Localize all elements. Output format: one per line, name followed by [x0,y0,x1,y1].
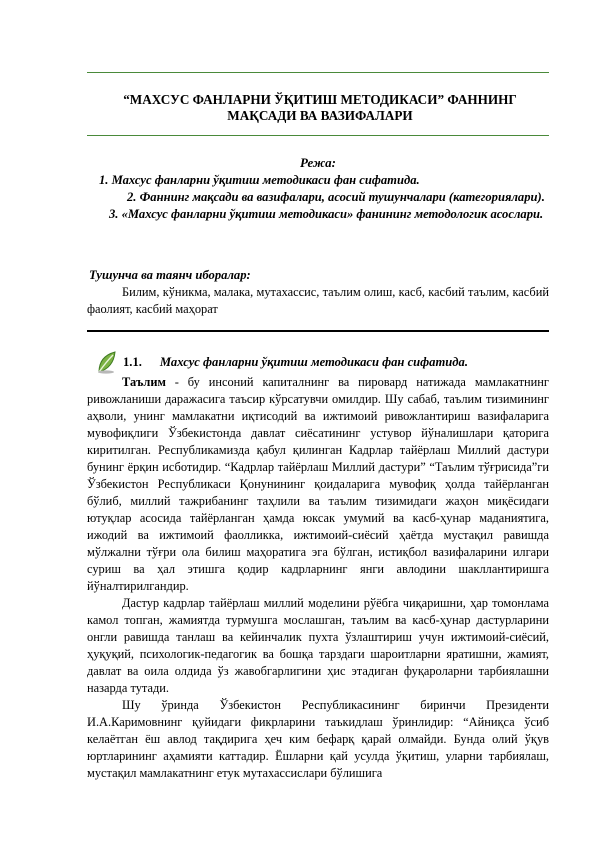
paragraph: Шу ўринда Ўзбекистон Республикасининг биринчи Президенти И.А.Каримовнинг қуйидаги фикрларини таъкидлаш ўринлидир: “Айниқса ўсиб келаётган ёш авлод тақдирига ҳеч ким бефарқ қарай олмайди. Бунда олий ўқув юртларининг аҳамияти каттадир. Ёшларни қай усулда ўқитиш, уларни тарбиялаш, мустақил мамлакатнинг етук мутахассислари бўлишига [87,698,549,780]
section-heading [95,350,468,374]
paragraph-text: - бу инсоний капиталнинг ва пировард натижада мамлакатнинг ривожланиши даражасига таъсир кўрсатувчи омилдир. Шу сабаб, таълим тизимининг аҳволи, унинг мамлакатни иқтисодий ва ижтимоий ривожлантириш вазифаларига мувофиқлиги Ўзбекистонда давлат сиёсатининг устувор йўналишлари қаторига киритилган. Республикамизда қабул қилинган Кадрлар тайёрлаш Миллий дастури бунинг ёрқин исботидир. “Кадрлар тайёрлаш Миллий дастури” “Таълим тўғрисида”ги Ўзбекистон Республикаси Қонунининг қоидаларига мувофиқ ҳолда тайёрланган бўлиб, миллий тажрибанинг таҳлили ва таълим тизимидаги жаҳон миқёсидаги ютуқлар асосида тайёрланган ҳамда юксак умумий ва касб-ҳунар маданиятига, ижодий ва ижтимоий фаолликка, ижтимоий-сиёсий ҳаётда мустақил равишда мўлжални тўғри ола билиш маҳоратига эга бўлган, истиқбол вазифаларини илгари суриш ва ҳал этишга қодир кадрларнинг янги авлодини шакллантиришга йўналтирилгандир. [87,375,549,593]
paragraph: Дастур кадрлар тайёрлаш миллий моделини рўёбга чиқаришни, ҳар томонлама камол топган, жамиятда турмушга мослашган, таълим ва касб-ҳунар дастурларини онгли равишда танлаш ва кейинчалик пухта ўзлаштириш учун ижтимоий-сиёсий, ҳуқуқий, психологик-педагогик ва бошқа тарздаги шароитларни яратишни, жамият, давлат ва оила олдида ўз жавобгарлигини ҳис этадиган фуқароларни тарбиялашни назарда тутади. [87,596,549,695]
term: Таълим [122,375,166,389]
page-title: “МАХСУС ФАНЛАРНИ ЎҚИТИШ МЕТОДИКАСИ” ФАННИНГ МАҚСАДИ ВА ВАЗИФАЛАРИ [123,92,517,123]
section-title: Махсус фанларни ўқитиш методикаси фан сифатида. [159,354,468,369]
plan-item: 3. «Махсус фанларни ўқитиш методикаси» фанининг методологик асослари. [109,206,544,221]
section-number: 1.1. [123,354,142,369]
title-divider [87,135,549,136]
plan-heading: Режа: [300,155,336,170]
body-text [87,374,549,782]
plan-item: 1. Махсус фанларни ўқитиш методикаси фан сифатида. [99,173,420,187]
plan-item: 2. Фаннинг мақсади ва вазифалари, асосий тушунчалари (категориялари). [127,189,545,204]
keywords-text: Билим, кўникма, малака, мутахассис, таълим олиш, касб, касбий таълим, касбий фаолият, касбий маҳорат [87,285,549,316]
keywords-divider [87,330,549,332]
plan-list [87,172,549,222]
leaf-icon [95,350,117,374]
paragraph [87,374,549,595]
keywords-heading: Тушунча ва таянч иборалар: [89,268,251,282]
top-divider [87,72,549,73]
